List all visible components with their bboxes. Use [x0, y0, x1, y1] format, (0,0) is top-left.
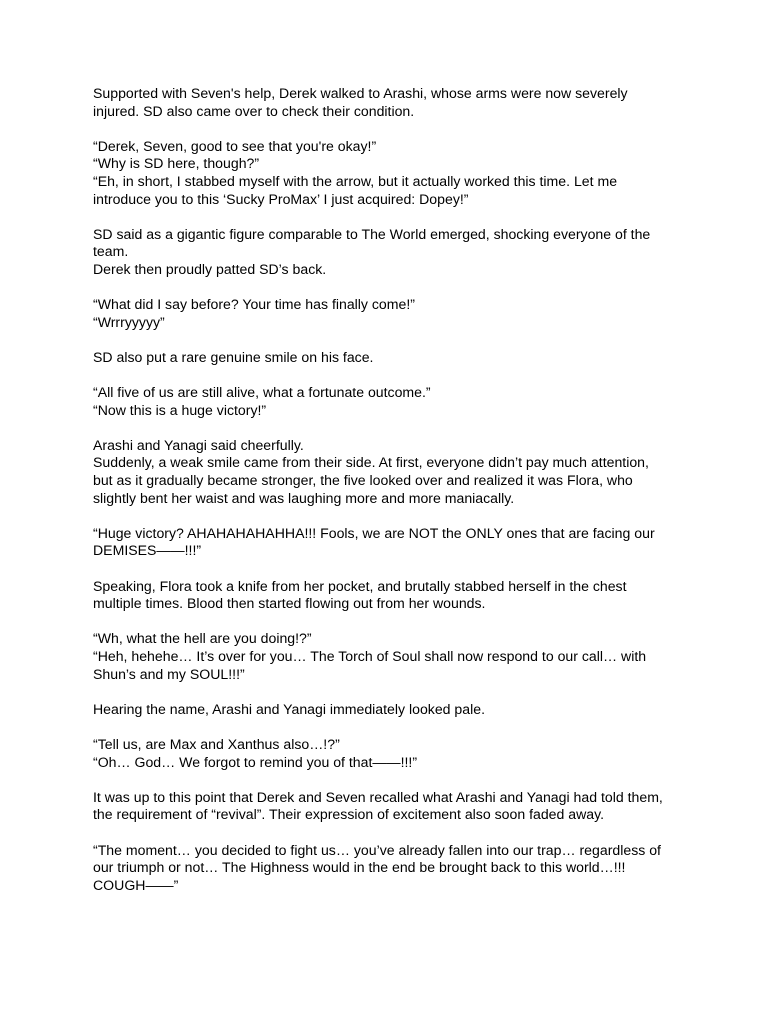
text-line: Derek then proudly patted SD’s back. [93, 260, 327, 277]
paragraph [93, 630, 673, 683]
paragraph [93, 138, 673, 208]
text-line: COUGH——” [93, 876, 179, 893]
text-line: but as it gradually became stronger, the five looked over and realized it was Flora, who [93, 472, 633, 489]
text-line: “Tell us, are Max and Xanthus also…!?” [93, 735, 340, 752]
text-line: It was up to this point that Derek and Seven recalled what Arashi and Yanagi had told them, [93, 788, 663, 805]
text-line: Hearing the name, Arashi and Yanagi immediately looked pale. [93, 700, 485, 717]
paragraph [93, 437, 673, 507]
text-line: “The moment… you decided to fight us… you’ve already fallen into our trap… regardless of [93, 841, 661, 858]
paragraph [93, 789, 673, 824]
paragraph [93, 85, 673, 120]
text-line: Arashi and Yanagi said cheerfully. [93, 436, 304, 453]
text-line: “What did I say before? Your time has finally come!” [93, 296, 415, 313]
text-line: SD said as a gigantic figure comparable to The World emerged, shocking everyone of the [93, 225, 651, 242]
text-line: Shun’s and my SOUL!!!” [93, 665, 245, 682]
paragraph [93, 701, 673, 719]
text-line: “All five of us are still alive, what a fortunate outcome.” [93, 384, 431, 401]
document-page [93, 85, 673, 912]
text-line: DEMISES——!!!” [93, 542, 202, 559]
text-line: “Why is SD here, though?” [93, 155, 260, 172]
text-line: Supported with Seven's help, Derek walked to Arashi, whose arms were now severely [93, 85, 628, 101]
text-line: our triumph or not… The Highness would in the end be brought back to this world…!!! [93, 859, 626, 876]
paragraph [93, 525, 673, 560]
text-line: “Eh, in short, I stabbed myself with the arrow, but it actually worked this time. Let me [93, 172, 618, 189]
paragraph [93, 842, 673, 895]
paragraph [93, 349, 673, 367]
text-line: “Heh, hehehe… It’s over for you… The Torch of Soul shall now respond to our call… with [93, 648, 647, 664]
paragraph [93, 736, 673, 771]
text-line: the requirement of “revival”. Their expression of excitement also soon faded away. [93, 806, 605, 823]
text-line: multiple times. Blood then started flowing out from her wounds. [93, 595, 486, 612]
paragraph [93, 578, 673, 613]
text-line: Speaking, Flora took a knife from her pocket, and brutally stabbed herself in the chest [93, 577, 627, 594]
text-line: slightly bent her waist and was laughing more and more maniacally. [93, 489, 515, 506]
text-line: “Huge victory? AHAHAHAHAHHA!!! Fools, we are NOT the ONLY ones that are facing our [93, 524, 655, 541]
text-line: injured. SD also came over to check their condition. [93, 102, 415, 119]
paragraph [93, 226, 673, 279]
paragraph [93, 384, 673, 419]
text-line: “Derek, Seven, good to see that you're okay!” [93, 137, 377, 154]
text-line: SD also put a rare genuine smile on his face. [93, 348, 374, 365]
text-line: “Now this is a huge victory!” [93, 401, 267, 418]
text-line: Suddenly, a weak smile came from their side. At first, everyone didn’t pay much attention, [93, 454, 649, 471]
text-line: team. [93, 243, 129, 260]
text-line: “Wrrryyyyy” [93, 313, 165, 330]
paragraph [93, 296, 673, 331]
text-line: “Wh, what the hell are you doing!?” [93, 630, 312, 647]
text-line: “Oh… God… We forgot to remind you of that——!!!” [93, 753, 418, 770]
text-line: introduce you to this ‘Sucky ProMax’ I just acquired: Dopey!” [93, 190, 469, 207]
